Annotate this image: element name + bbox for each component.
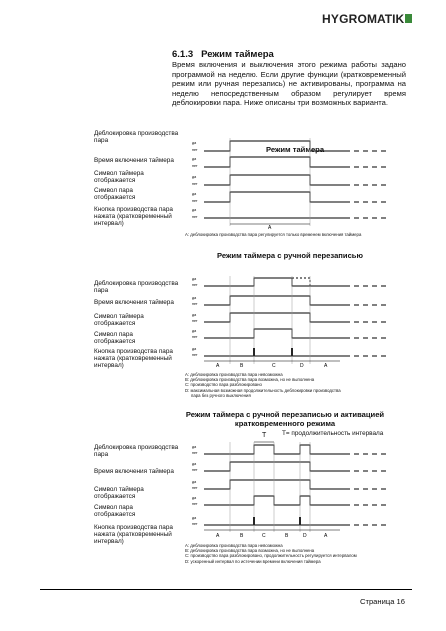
diagram1-title: Режим таймера: [265, 145, 325, 154]
d3-yes-3: да: [192, 480, 197, 484]
d3-no-2: нет: [192, 468, 198, 472]
d3-legend-c: C: производство пара разблокировано, продолжительность регулируется интервалом: [185, 553, 357, 559]
d2-legend-a: A: деблокировка производства пара невозможна: [185, 372, 283, 377]
d2-yes-5: да: [192, 347, 197, 351]
d3-no-1: нет: [192, 451, 198, 455]
d2-no-1: нет: [192, 283, 198, 287]
d2-legend-b: B: деблокировка производства пара возможна, но не выполнена: [185, 377, 315, 383]
d2-row-label-5: Кнопка производства пара нажата (кратковременный интервал): [94, 348, 173, 370]
d1-no-4: нет: [192, 199, 198, 203]
d1-row-label-2: Время включения таймера: [94, 157, 174, 164]
d3-legend: [185, 543, 420, 564]
d3-t-note: T= продолжительность интервала: [282, 430, 384, 437]
d1-row-label-5: Кнопка производства пара нажата (кратковременный интервал): [94, 206, 173, 228]
d3-no-4: нет: [192, 502, 198, 506]
d2-row-label-4: Символ пара отображается: [94, 331, 136, 346]
diagram1-timing-chart: [190, 130, 410, 230]
section-title: Режим таймера: [201, 49, 274, 60]
d3-mark-d: D: [303, 533, 307, 539]
d2-signal-2: [204, 296, 350, 305]
d3-row-label-5: Кнопка производства пара нажата (кратковременный интервал): [94, 524, 173, 546]
d1-yes-4: да: [192, 192, 197, 196]
d1-yes-1: да: [192, 141, 197, 145]
d3-legend-b: B: деблокировка производства пара возможна, но не выполнена: [185, 548, 315, 554]
d2-mark-d: D: [300, 363, 304, 369]
d3-row-label-2: Время включения таймера: [94, 468, 174, 475]
d2-no-3: нет: [192, 319, 198, 323]
hygromatik-logo: [322, 10, 434, 26]
d1-signal-3: [204, 175, 350, 185]
d2-no-4: нет: [192, 335, 198, 339]
d3-legend-a: A: деблокировка производства пара невозможна: [185, 543, 283, 548]
diagram2-timing-chart: [190, 272, 410, 372]
d2-legend-c: C: производство пара разблокировано: [185, 382, 262, 388]
d3-mark-b2: B: [285, 533, 289, 539]
d3-t-mark: T: [262, 432, 267, 439]
d3-yes-4: да: [192, 496, 197, 500]
page-number: Страница 16: [360, 597, 405, 606]
d3-row-label-3: Символ таймера отображается: [94, 486, 144, 501]
d3-legend-d: D: ускоренный интервал по истечении времени включения таймера: [185, 558, 321, 564]
d3-mark-b1: B: [240, 533, 244, 539]
d3-mark-a1: A: [216, 533, 220, 539]
d2-yes-2: да: [192, 296, 197, 300]
d1-signal-4: [204, 192, 350, 202]
d3-mark-c: C: [262, 533, 266, 539]
footer-divider: [40, 589, 412, 590]
d1-signal-2: [204, 157, 350, 167]
d3-no-3: нет: [192, 486, 198, 490]
d2-signal-4: [204, 329, 350, 338]
d1-no-1: нет: [192, 148, 198, 152]
diagram3-title-line1: Режим таймера с ручной перезаписью и активацией: [185, 410, 385, 419]
d2-no-5: нет: [192, 353, 198, 357]
d3-signal-3: [204, 480, 350, 489]
d3-yes-1: да: [192, 445, 197, 449]
d1-no-5: нет: [192, 215, 198, 219]
logo-text-hygro: HYGRO: [322, 12, 368, 26]
d1-legend: [185, 232, 415, 237]
d3-mark-a2: A: [324, 533, 328, 539]
d2-no-2: нет: [192, 302, 198, 306]
d1-no-2: нет: [192, 164, 198, 168]
d3-yes-5: да: [192, 516, 197, 520]
d2-row-label-1: Деблокировка производства пара: [94, 280, 179, 295]
d2-row-label-2: Время включения таймера: [94, 299, 174, 306]
d2-yes-3: да: [192, 313, 197, 317]
d1-row-label-3: Символ таймера отображается: [94, 170, 144, 185]
d2-legend-d-cont: пара без ручного выключения: [191, 392, 251, 398]
d1-row-label-4: Символ пара отображается: [94, 187, 136, 202]
d2-legend-d: D: максимальная возможная продолжительность деблокировки производства: [185, 387, 341, 393]
d2-mark-b: B: [240, 363, 244, 369]
d3-signal-4: [204, 496, 350, 505]
d3-no-5: нет: [192, 522, 198, 526]
diagram3-timing-chart: [190, 440, 410, 540]
logo-mark-icon: [405, 14, 412, 23]
d1-mark-a: A: [268, 225, 272, 230]
d3-row-label-4: Символ пара отображается: [94, 504, 136, 519]
d1-yes-5: да: [192, 208, 197, 212]
diagram2-title: Режим таймера с ручной перезаписью: [217, 251, 363, 260]
d1-legend-a: A: деблокировка производства пара регулируется только временем включения таймера: [185, 232, 362, 237]
diagram3-title-line2: кратковременного режима: [234, 419, 336, 428]
d1-yes-3: да: [192, 175, 197, 179]
d2-row-label-3: Символ таймера отображается: [94, 313, 144, 328]
d2-signal-3: [204, 313, 350, 322]
d1-signal-1: [204, 141, 350, 151]
d1-no-3: нет: [192, 182, 198, 186]
d3-row-label-1: Деблокировка производства пара: [94, 444, 179, 459]
d3-signal-2: [204, 462, 350, 471]
logo-text-matik: MATIK: [367, 12, 405, 26]
d2-yes-4: да: [192, 329, 197, 333]
d2-mark-a1: A: [216, 363, 220, 369]
d3-yes-2: да: [192, 462, 197, 466]
d3-signal-1: [204, 445, 350, 454]
intro-paragraph: Время включения и выключения этого режима работы задано программой на неделю. Если другие функции (кратковременный режим или ручная перезапись) не активированы, программа на неделю непосредственным образом регулирует время деблокировки пара. Ниже описаны три возможных варианта.: [172, 60, 406, 108]
d2-yes-1: да: [192, 277, 197, 281]
d2-mark-a2: A: [324, 363, 328, 369]
d2-signal-1: [204, 278, 350, 286]
d2-legend: [185, 372, 415, 398]
section-heading: [172, 49, 282, 60]
section-number: 6.1.3: [172, 49, 194, 60]
d2-mark-c: C: [272, 363, 276, 369]
d1-row-label-1: Деблокировка производства пара: [94, 130, 179, 145]
d1-yes-2: да: [192, 157, 197, 161]
